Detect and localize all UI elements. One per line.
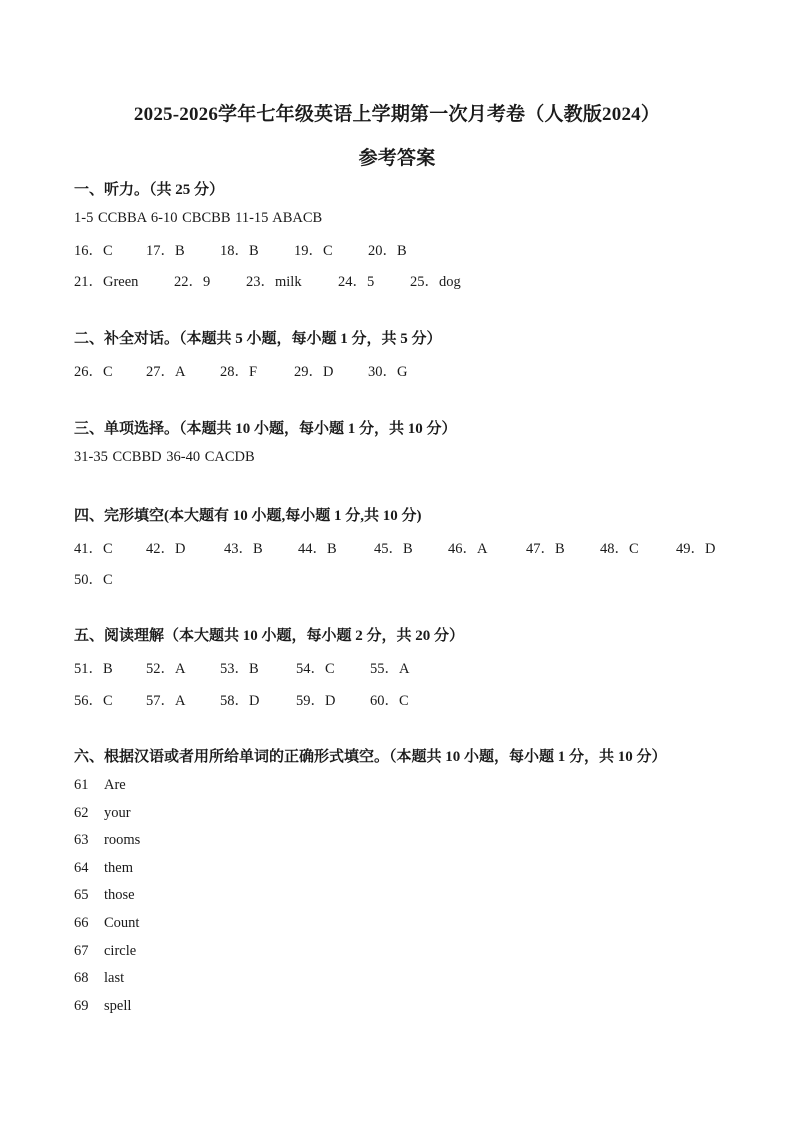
section2-heading: 二、补全对话。（本题共 5 小题，每小题 1 分，共 5 分）	[74, 331, 442, 347]
item-number: 65	[74, 887, 89, 904]
item-number: 62	[74, 804, 89, 821]
item-number: 63	[74, 832, 89, 849]
answer-22: 22．9	[174, 274, 211, 290]
answer-24: 24．5	[338, 274, 375, 290]
answer-53: 53．B	[220, 661, 259, 677]
section1-line1: 1-5 CCBBA 6-10 CBCBB 11-15 ABACB	[74, 210, 323, 226]
answer-26: 26．C	[74, 364, 113, 380]
section6-heading: 六、根据汉语或者用所给单词的正确形式填空。（本题共 10 小题，每小题 1 分，共 10 分）	[74, 749, 667, 765]
answer-60: 60．C	[370, 693, 409, 709]
answer-50: 50．C	[74, 572, 113, 588]
answer-58: 58．D	[220, 693, 260, 709]
item-answer: Count	[104, 915, 140, 931]
answer-42: 42．D	[146, 541, 186, 557]
item-number: 68	[74, 970, 89, 987]
answer-59: 59．D	[296, 693, 336, 709]
answer-16: 16．C	[74, 243, 113, 259]
section5-heading: 五、阅读理解（本大题共 10 小题，每小题 2 分，共 20 分）	[74, 628, 465, 644]
answer-18: 18．B	[220, 243, 259, 259]
answer-47: 47．B	[526, 541, 565, 557]
answer-29: 29．D	[294, 364, 334, 380]
answer-48: 48．C	[600, 541, 639, 557]
answer-20: 20．B	[368, 243, 407, 259]
answer-23: 23．milk	[246, 274, 302, 290]
answer-44: 44．B	[298, 541, 337, 557]
answer-41: 41．C	[74, 541, 113, 557]
item-answer: those	[104, 887, 135, 904]
item-answer: your	[104, 804, 131, 821]
answer-21: 21．Green	[74, 274, 139, 290]
answer-17: 17．B	[146, 243, 185, 259]
answer-19: 19．C	[294, 243, 333, 259]
item-number: 61	[74, 777, 89, 793]
answer-46: 46．A	[448, 541, 488, 557]
answer-57: 57．A	[146, 693, 186, 709]
item-number: 67	[74, 942, 89, 959]
answer-52: 52．A	[146, 661, 186, 677]
answer-25: 25．dog	[410, 274, 461, 290]
answer-28: 28．F	[220, 364, 258, 380]
item-answer: rooms	[104, 832, 141, 849]
answer-49: 49．D	[676, 541, 716, 557]
answer-55: 55．A	[370, 661, 410, 677]
item-answer: them	[104, 859, 133, 876]
section3-line1: 31-35 CCBBD 36-40 CACDB	[74, 449, 255, 465]
item-answer: spell	[104, 997, 132, 1014]
answer-27: 27．A	[146, 364, 186, 380]
answer-30: 30．G	[368, 364, 408, 380]
section4-heading: 四、完形填空(本大题有 10 小题,每小题 1 分,共 10 分)	[74, 508, 422, 524]
item-number: 69	[74, 997, 89, 1014]
item-answer: last	[104, 970, 125, 987]
answer-54: 54．C	[296, 661, 335, 677]
item-number: 66	[74, 915, 89, 931]
item-number: 64	[74, 859, 89, 876]
section3-heading: 三、单项选择。（本题共 10 小题，每小题 1 分，共 10 分）	[74, 421, 457, 437]
answer-45: 45．B	[374, 541, 413, 557]
answer-56: 56．C	[74, 693, 113, 709]
document-subtitle: 参考答案	[358, 148, 436, 169]
answer-51: 51．B	[74, 661, 113, 677]
item-answer: circle	[104, 942, 137, 959]
answer-43: 43．B	[224, 541, 263, 557]
document-title: 2025-2026学年七年级英语上学期第一次月考卷（人教版2024）	[133, 104, 661, 125]
item-answer: Are	[104, 777, 126, 793]
section1-heading: 一、听力。（共 25 分）	[74, 182, 225, 198]
